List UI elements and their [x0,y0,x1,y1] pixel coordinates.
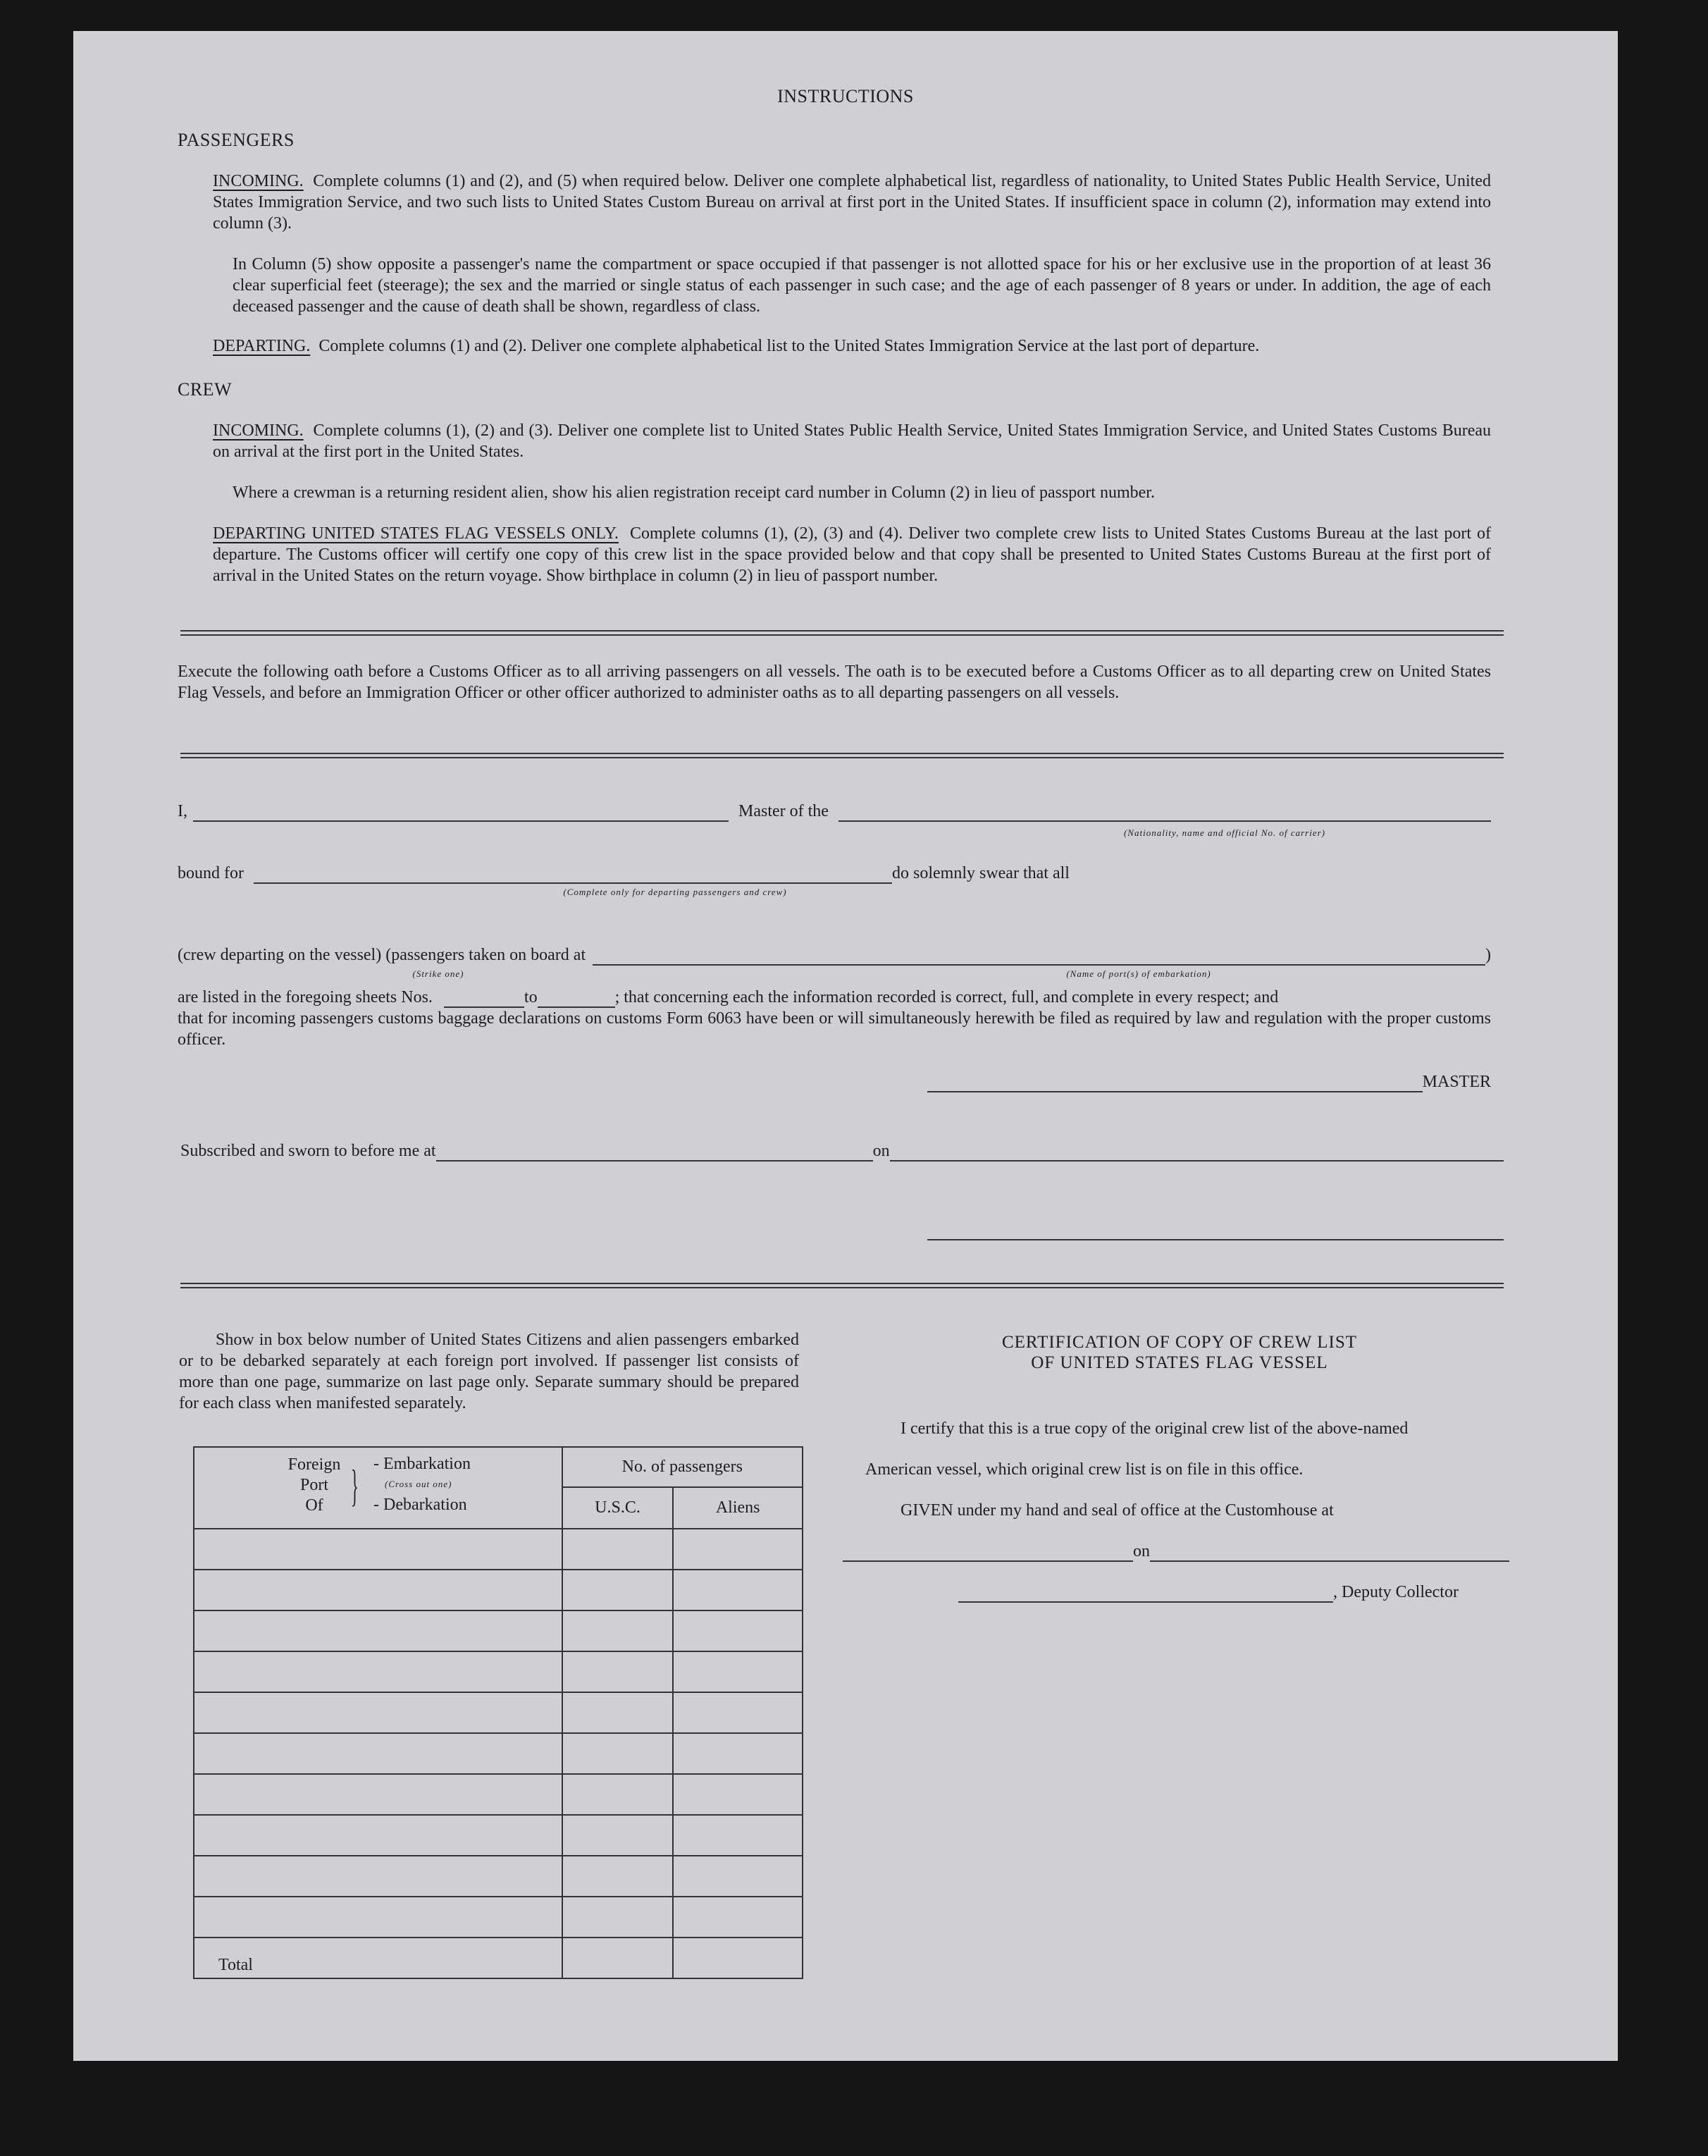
table-row [194,1897,803,1938]
passengers-column5-paragraph: In Column (5) show opposite a passenger's name the compartment or space occupied if that passenger is not allotted space for his or her exclusive use in the proportion of at least 36 clear superficial feet (steerage); the sex and the married or single status of each passenger in such case; and the age of each passenger of 8 years or under. In addition, the age of each deceased passenger and the cause of death shall be shown, regardless of class. [233,255,1491,316]
sworn-date-field[interactable] [890,1143,1504,1162]
port-cell[interactable] [194,1610,562,1651]
total-label: Total [194,1938,562,1978]
customhouse-field[interactable] [843,1544,1133,1562]
crew-resident-paragraph: Where a crewman is a returning resident alien, show his alien registration receipt card number in Column (2) in lieu of passport number. [233,483,1155,502]
port-cell[interactable] [194,1570,562,1610]
divider-3 [180,1283,1504,1288]
sheet-to-field[interactable] [538,990,615,1008]
aliens-cell[interactable] [673,1774,803,1815]
passengers-incoming-text: Complete columns (1) and (2), and (5) when required below. Deliver one complete alphabetical list, regardless of nationality, to United States Public Health Service, United States Immigration Service, and two such lists to United States Custom Bureau on arrival at first port in the United States. If insufficient space in column (2), information may extend into column (3). [213,172,1491,233]
table-row [194,1570,803,1610]
close-paren: ) [1485,946,1491,964]
port-cell[interactable] [194,1733,562,1774]
foreign-label: Foreign [287,1455,341,1474]
table-row [194,1610,803,1651]
table-row [194,1733,803,1774]
usc-cell[interactable] [562,1529,674,1570]
sworn-place-field[interactable] [436,1143,873,1162]
crew-departing-text: Complete columns (1), (2), (3) and (4). Deliver two complete crew lists to United States Customs Bureau at the last port of departure. The Customs officer will certify one copy of this crew list in the space provided below and that copy shall be presented to United States Customs Bureau at the first port of arrival in the United States on the return voyage. Show birthplace in column (2) in lieu of passport number. [213,524,1491,585]
table-row [194,1856,803,1897]
master-name-field[interactable] [193,803,729,822]
table-row [194,1774,803,1815]
master-of-the-label: Master of the [738,802,829,820]
listed-suffix: ; that concerning each the information recorded is correct, full, and complete in every respect; and [614,988,1279,1006]
port-header-cell [194,1447,562,1529]
table-row [194,1529,803,1570]
given-line: GIVEN under my hand and seal of office at the Customhouse at [901,1501,1334,1520]
table-header-row [194,1447,803,1487]
aliens-cell[interactable] [673,1529,803,1570]
certify-line1: I certify that this is a true copy of the original crew list of the above-named [901,1419,1409,1438]
deputy-label: , Deputy Collector [1333,1583,1459,1601]
to-label: to [524,988,538,1006]
embarkation-port-field[interactable] [593,947,1485,966]
oath-i-label: I, [178,802,187,820]
certification-title [862,1332,1497,1373]
usc-cell[interactable] [562,1692,674,1733]
debarkation-label: - Debarkation [373,1496,467,1514]
port-cell[interactable] [194,1856,562,1897]
usc-cell[interactable] [562,1570,674,1610]
aliens-cell[interactable] [673,1651,803,1692]
usc-cell[interactable] [562,1610,674,1651]
aliens-cell[interactable] [673,1897,803,1938]
brace-icon: } [351,1460,359,1510]
passengers-incoming-label: INCOMING. [213,172,304,190]
table-row [194,1815,803,1856]
usc-cell[interactable] [562,1815,674,1856]
aliens-cell[interactable] [673,1856,803,1897]
aliens-cell[interactable] [673,1692,803,1733]
table-row [194,1651,803,1692]
aliens-cell[interactable] [673,1610,803,1651]
usc-total-cell[interactable] [562,1938,674,1978]
crew-departing-paragraph [213,523,1491,586]
bound-for-field[interactable] [254,866,892,884]
table-total-row [194,1938,803,1978]
listed-prefix: are listed in the foregoing sheets Nos. [178,988,433,1006]
no-passengers-header: No. of passengers [562,1447,803,1487]
passenger-summary-table [193,1446,803,1979]
page-title: INSTRUCTIONS [777,86,914,106]
crew-departing-option: (crew departing on the vessel) [178,946,382,964]
passengers-taken-option: (passengers taken on board at [385,946,586,964]
nationality-note: (Nationality, name and official No. of carrier) [1123,827,1326,838]
summary-instructions: Show in box below number of United States Citizens and alien passengers embarked or to be debarked separately at each foreign port involved. If passenger list consists of more than one page, summarize on last page only. Separate summary should be prepared for each class when manifested separately. [179,1331,799,1412]
aliens-total-cell[interactable] [673,1938,803,1978]
usc-cell[interactable] [562,1651,674,1692]
embarkation-label: - Embarkation [373,1455,471,1473]
passengers-heading: PASSENGERS [178,130,295,150]
do-solemnly-label: do solemnly swear that all [891,864,1070,882]
crew-departing-label: DEPARTING UNITED STATES FLAG VESSELS ONLY. [213,524,619,543]
passengers-departing-label: DEPARTING. [213,337,311,355]
master-label: MASTER [1422,1073,1491,1091]
of-label: Of [305,1496,323,1515]
aliens-cell[interactable] [673,1570,803,1610]
form-page [73,31,1618,2061]
divider-2 [180,753,1504,758]
certification-title-line2: OF UNITED STATES FLAG VESSEL [1031,1353,1328,1372]
usc-cell[interactable] [562,1856,674,1897]
passengers-incoming-paragraph [213,171,1491,234]
aliens-header: Aliens [673,1487,803,1529]
table-row [194,1692,803,1733]
certification-title-line1: CERTIFICATION OF COPY OF CREW LIST [1001,1333,1358,1352]
port-cell[interactable] [194,1651,562,1692]
sworn-on-label: on [872,1142,890,1160]
passengers-departing-text: Complete columns (1) and (2). Deliver one complete alphabetical list to the United States Immigration Service at the last port of departure. [318,337,1260,355]
port-cell[interactable] [194,1692,562,1733]
usc-header: U.S.C. [562,1487,674,1529]
port-cell[interactable] [194,1897,562,1938]
divider-1 [180,630,1504,636]
crew-incoming-label: INCOMING. [213,421,304,440]
crew-heading: CREW [178,379,233,400]
port-label: Port [299,1476,328,1494]
usc-cell[interactable] [562,1774,674,1815]
complete-only-note: (Complete only for departing passengers and crew) [563,887,787,897]
usc-cell[interactable] [562,1897,674,1938]
bound-for-label: bound for [178,864,244,882]
oath-instructions: Execute the following oath before a Customs Officer as to all arriving passengers on all vessels. The oath is to be executed before a Customs Officer as to all departing crew on United States Flag Vessels, and before an Immigration Officer or other officer authorized to administer oaths as to all departing passengers on all vessels. [178,663,1491,702]
aliens-cell[interactable] [673,1815,803,1856]
carrier-field[interactable] [838,803,1491,822]
port-cell[interactable] [194,1529,562,1570]
listed-rest: that for incoming passengers customs baggage declarations on customs Form 6063 have been or will simultaneously herewith be filed as required by law and regulation with the proper customs officer. [178,1009,1491,1049]
certification-date-field[interactable] [1150,1544,1509,1562]
strike-one-note: (Strike one) [412,968,464,979]
crew-incoming-paragraph [213,420,1491,462]
master-signature-field[interactable] [927,1074,1423,1092]
sheet-from-field[interactable] [444,990,524,1008]
subscribed-label: Subscribed and sworn to before me at [180,1142,436,1160]
crew-incoming-text: Complete columns (1), (2) and (3). Deliver one complete list to United States Public Health Service, United States Immigration Service, and United States Customs Bureau on arrival at the first port in the United States. [213,421,1491,461]
port-cell[interactable] [194,1774,562,1815]
officer-signature-field[interactable] [927,1239,1504,1240]
certify-line2: American vessel, which original crew list is on file in this office. [865,1460,1304,1479]
passengers-departing-paragraph [213,335,1491,357]
port-cell[interactable] [194,1815,562,1856]
cross-out-note: (Cross out one) [385,1479,452,1489]
certification-on-label: on [1133,1542,1150,1560]
aliens-cell[interactable] [673,1733,803,1774]
ports-note: (Name of port(s) of embarkation) [1066,968,1211,979]
usc-cell[interactable] [562,1733,674,1774]
deputy-signature-field[interactable] [958,1584,1333,1603]
